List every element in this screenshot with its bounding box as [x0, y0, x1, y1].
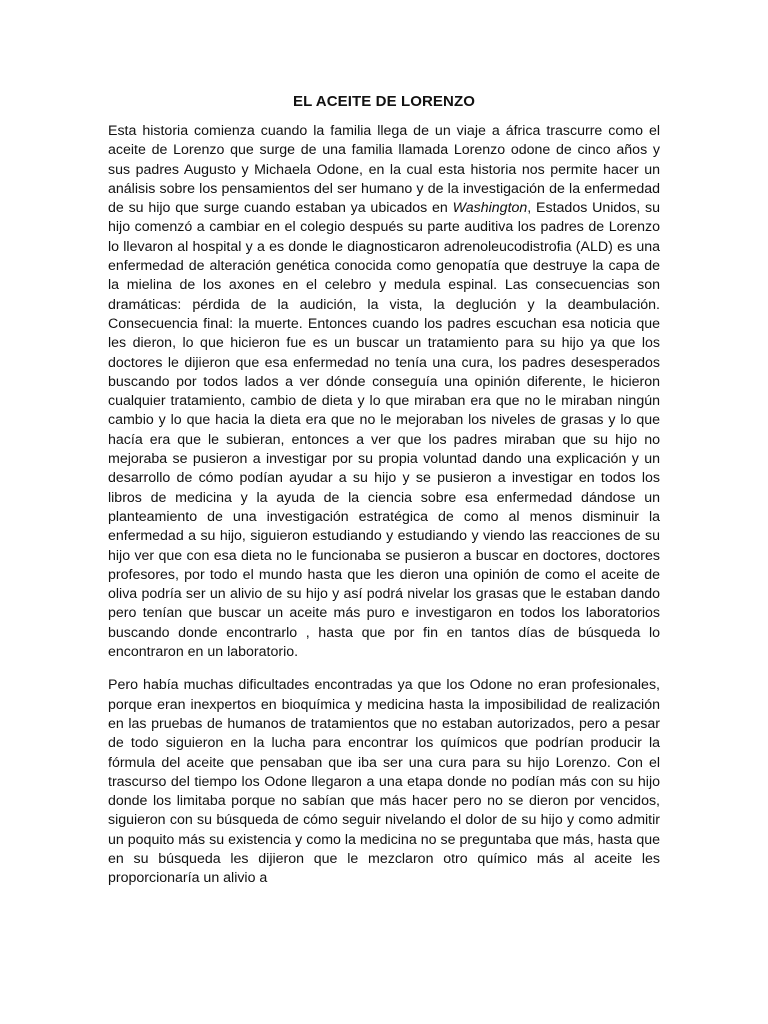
paragraph-1-italic-place: Washington — [452, 200, 528, 217]
document-title: EL ACEITE DE LORENZO — [292, 93, 475, 110]
paragraph-2: Pero había muchas dificultades encontradas ya que los Odone no eran profesionales, porque eran inexpertos en bioquímica y medicina hasta la imposibilidad de realización en las pruebas de humanos de tratamientos que no estaban autorizados, pero a pesar de todo siguieron en la lucha para encontrar los químicos que podrían producir la fórmula del aceite que pensaban que iba ser una cura para su hijo Lorenzo. Con el trascurso del tiempo los Odone llegaron a una etapa donde no podían más con su hijo donde los limitaba porque no sabían que más hacer pero no se dieron por vencidos, siguieron con su búsqueda de cómo seguir nivelando el dolor de su hijo y como admitir un poquito más su existencia y como la medicina no se preguntaba que más, hasta que en su búsqueda les dijieron que le mezclaron otro químico más al aceite les proporcionaría un alivio a — [108, 677, 660, 887]
document-page — [108, 92, 660, 903]
paragraph-1 — [108, 122, 660, 662]
paragraph-1-text-end: , Estados Unidos, su hijo comenzó a cambiar en el colegio después su parte auditiva los padres de Lorenzo lo llevaron al hospital y a es donde le diagnosticaron adrenoleucodistrofia (ALD) es una enfermedad de alteración genética conocida como genopatía que destruye la capa de la mielina de los axones en el celebro y medula espinal. Las consecuencias son dramáticas: pérdida de la audición, la vista, la deglución y la deambulación. Consecuencia final: la muerte. Entonces cuando los padres escuchan esa noticia que les dieron, lo que hicieron fue es un buscar un tratamiento para su hijo ya que los doctores le dijieron que esa enfermedad no tenía una cura, los padres desesperados buscando por todos lados a ver dónde conseguía una opinión diferente, le hicieron cualquier tratamiento, cambio de dieta y lo que miraban era que no le miraban ningún cambio y lo que hacia la dieta era que no le mejoraban los niveles de grasas y lo que hacía era que le subieran, entonces a ver que los padres miraban que su hijo no mejoraba se pusieron a investigar por su propia voluntad dando una explicación y un desarrollo de cómo podían ayudar a su hijo y se pusieron a investigar en todos los libros de medicina y la ayuda de la ciencia sobre esa enfermedad dándose un planteamiento de una investigación estratégica de como al menos disminuir la enfermedad a su hijo, siguieron estudiando y estudiando y viendo las reacciones de su hijo ver que con esa dieta no le funcionaba se pusieron a buscar en doctores, doctores profesores, por todo el mundo hasta que les dieron una opinión de como el aceite de oliva podría ser un alivio de su hijo y así podrá nivelar los grasas que le estaban dando pero tenían que buscar un aceite más puro e investigaron en todos los laboratorios buscando donde encontrarlo , hasta que por fin en tantos días de búsqueda lo encontraron en un laboratorio. — [108, 200, 660, 661]
paragraph-1-text-start: Esta historia comienza cuando la familia llega de un viaje a áfrica trascurre como el aceite de Lorenzo que surge de una familia llamada Lorenzo odone de cinco años y sus padres Augusto y Michaela Odone, en la cual esta historia nos permite hacer un análisis sobre los pensamientos del ser humano y de la investigación de la enfermedad de su hijo que surge cuando estaban ya ubicados en — [108, 123, 660, 217]
